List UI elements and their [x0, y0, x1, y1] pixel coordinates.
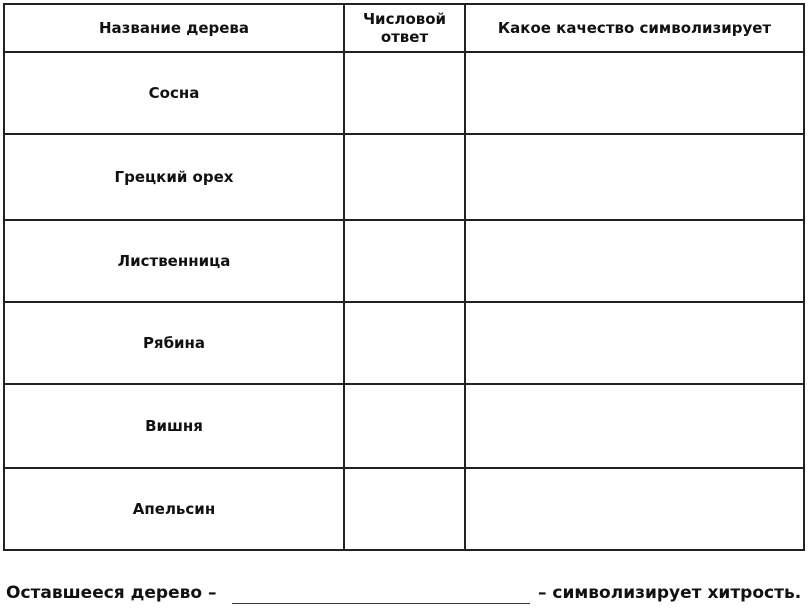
sentence-prefix: Оставшееся дерево – — [6, 583, 217, 603]
numeric-answer-cell[interactable] — [344, 468, 465, 550]
tree-name-cell: Сосна — [4, 52, 344, 134]
quality-cell[interactable] — [465, 52, 804, 134]
quality-cell[interactable] — [465, 302, 804, 384]
sentence-suffix: – символизирует хитрость. — [538, 583, 802, 603]
numeric-answer-cell[interactable] — [344, 52, 465, 134]
header-numeric-answer-line1: Числовой — [362, 10, 447, 28]
table-row — [4, 384, 804, 468]
tree-name-cell: Грецкий орех — [4, 134, 344, 220]
tree-name-cell: Рябина — [4, 302, 344, 384]
table-row — [4, 220, 804, 302]
numeric-answer-cell[interactable] — [344, 302, 465, 384]
tree-name-cell: Апельсин — [4, 468, 344, 550]
tree-name-cell: Вишня — [4, 384, 344, 468]
table-row — [4, 52, 804, 134]
remaining-tree-sentence — [6, 583, 806, 609]
quality-cell[interactable] — [465, 384, 804, 468]
quality-cell[interactable] — [465, 134, 804, 220]
tree-name-cell: Лиственница — [4, 220, 344, 302]
header-tree-name: Название дерева — [4, 4, 344, 52]
table-row — [4, 468, 804, 550]
answer-blank-line[interactable] — [232, 603, 530, 604]
quality-cell[interactable] — [465, 468, 804, 550]
numeric-answer-cell[interactable] — [344, 220, 465, 302]
numeric-answer-cell[interactable] — [344, 134, 465, 220]
table-header-row — [4, 4, 804, 52]
header-numeric-answer-line2: ответ — [380, 28, 429, 46]
numeric-answer-cell[interactable] — [344, 384, 465, 468]
header-numeric-answer — [344, 4, 465, 52]
header-quality: Какое качество символизирует — [465, 4, 804, 52]
quality-cell[interactable] — [465, 220, 804, 302]
table-row — [4, 302, 804, 384]
table-row — [4, 134, 804, 220]
trees-table — [3, 3, 805, 551]
